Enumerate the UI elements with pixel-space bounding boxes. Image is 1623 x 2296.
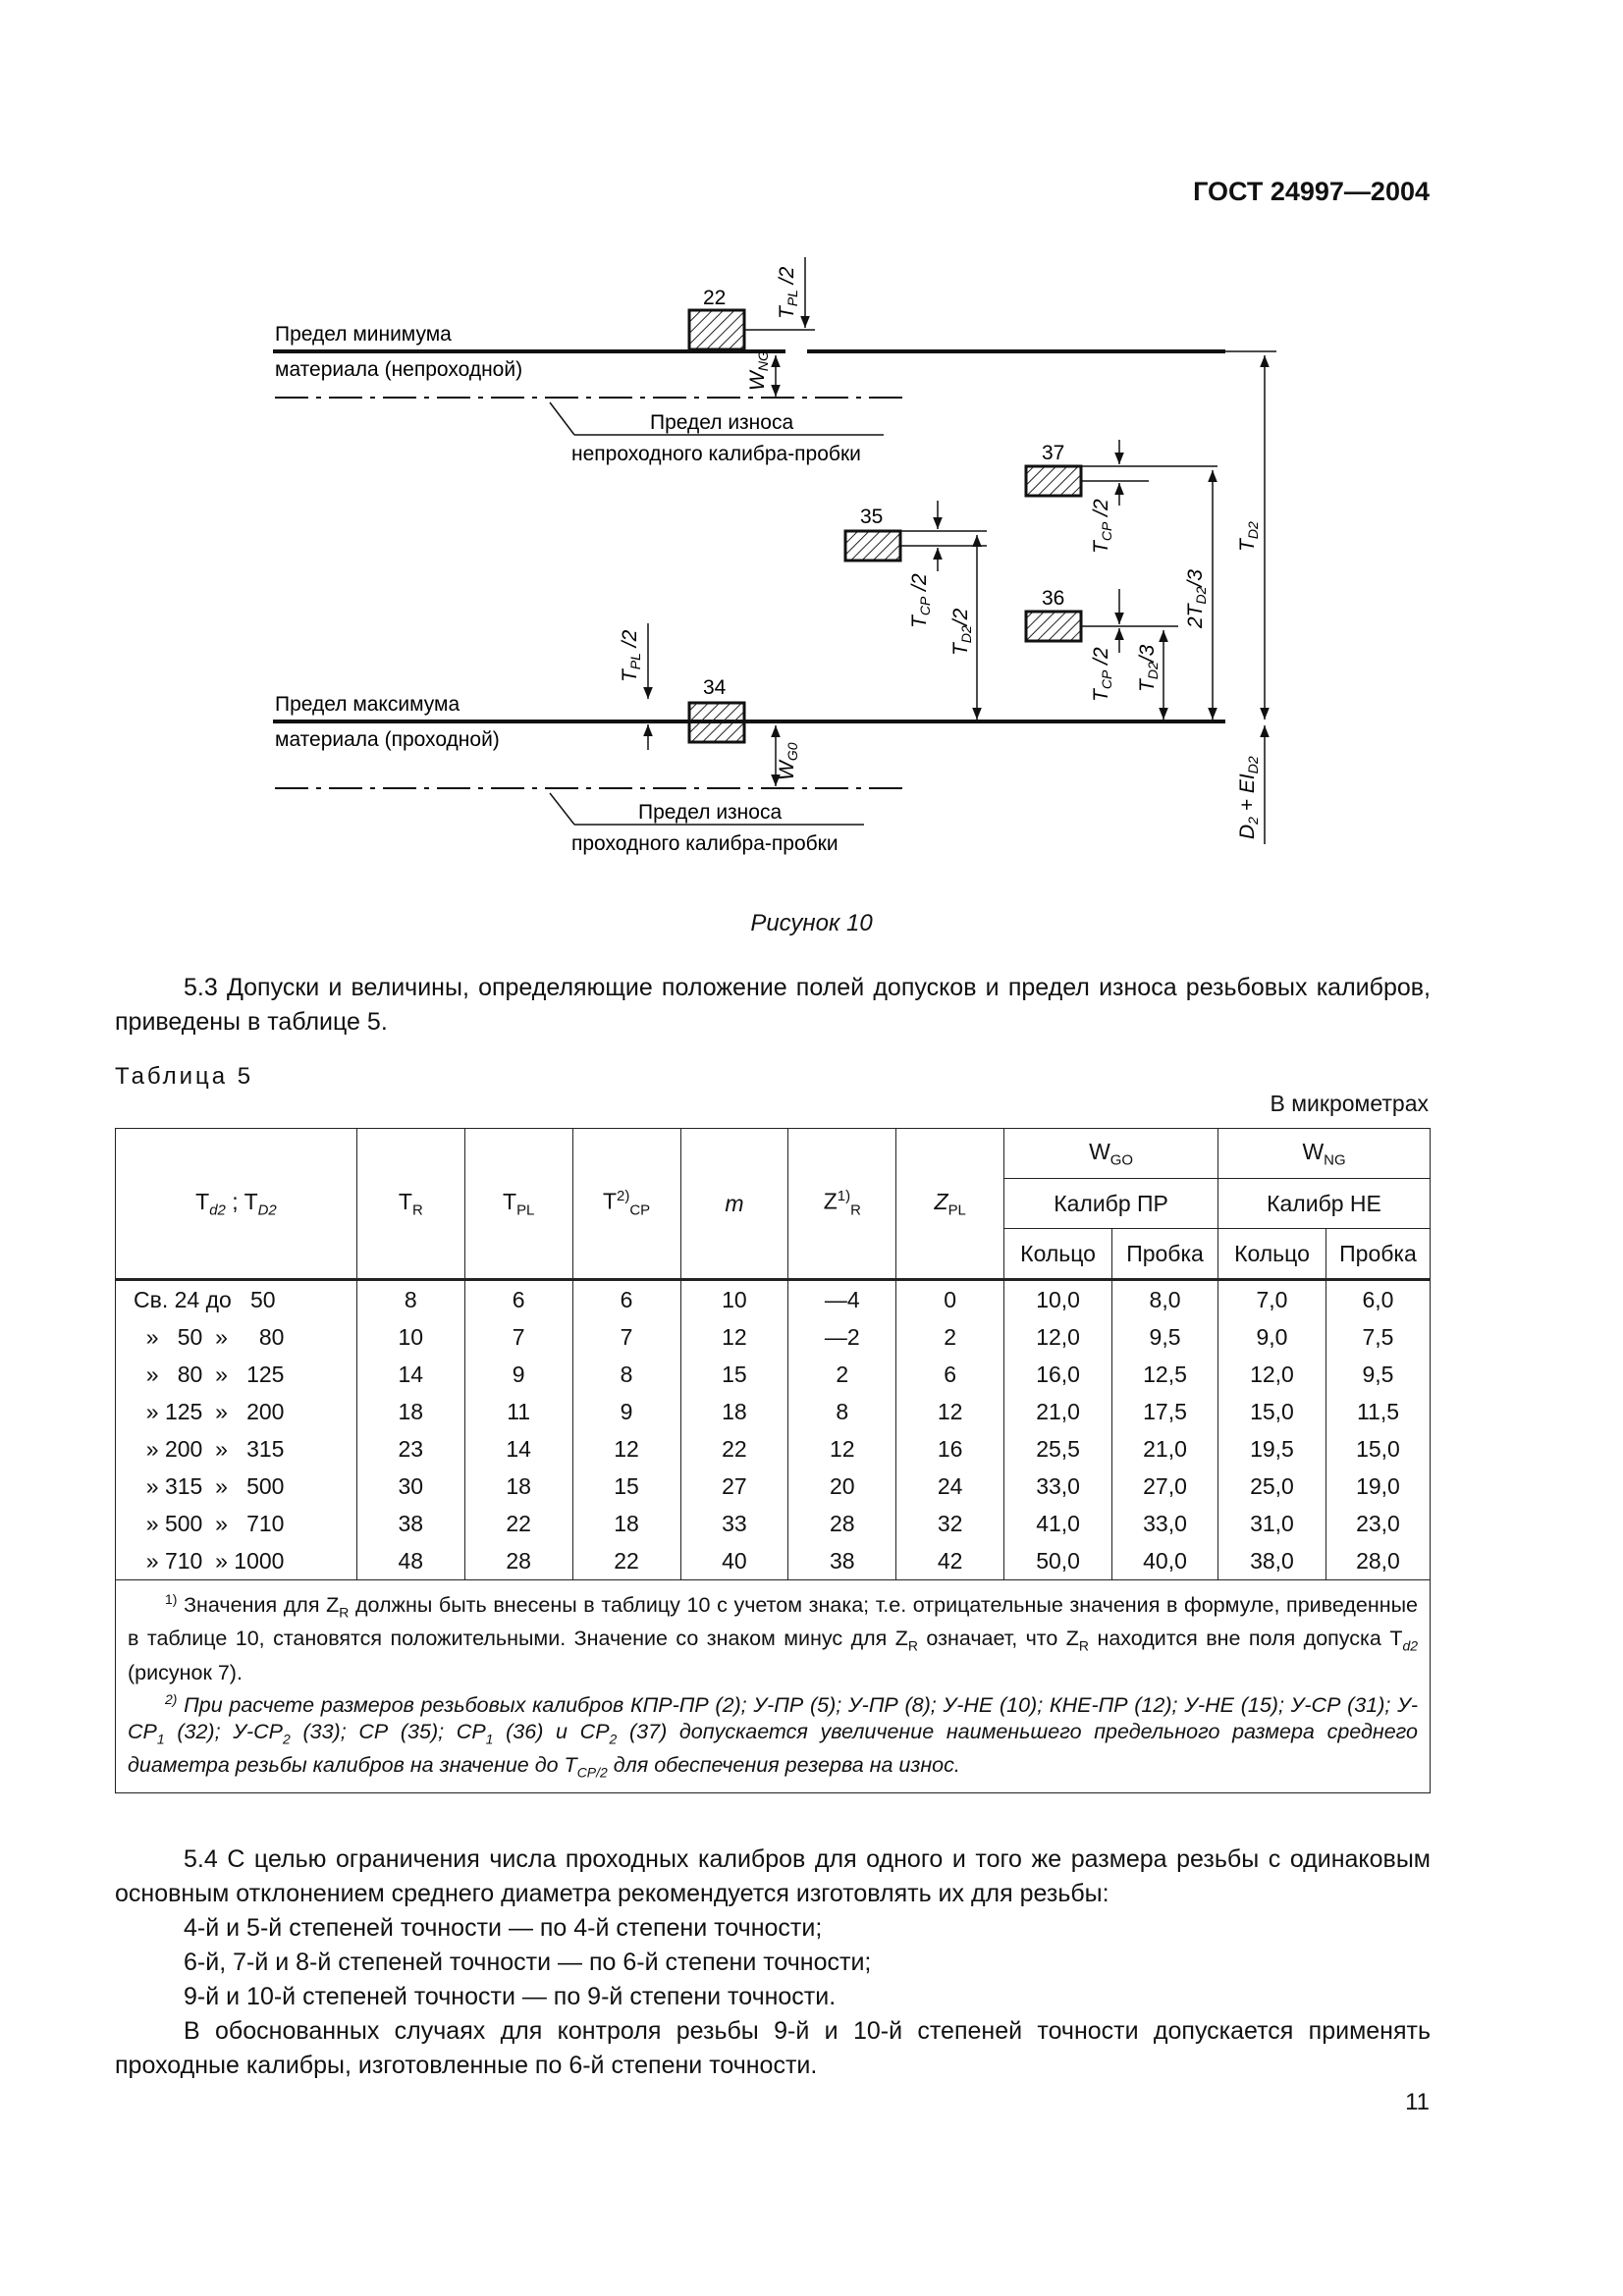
table-cell: 27	[680, 1468, 788, 1505]
label-tpl-top: TPL /2	[776, 266, 800, 319]
label-35: 35	[860, 506, 884, 528]
table-row	[116, 1542, 1431, 1580]
table-footnotes	[116, 1580, 1431, 1793]
table-cell: 16	[896, 1430, 1004, 1468]
table-cell: 16,0	[1004, 1356, 1112, 1393]
table-cell: 15	[572, 1468, 680, 1505]
table-cell: 14	[356, 1356, 464, 1393]
table-cell: 12	[680, 1318, 788, 1356]
label-d2-ei: D2 + EID2	[1236, 756, 1261, 839]
label-37: 37	[1042, 442, 1065, 464]
label-2td2: 2TD2/3	[1184, 569, 1209, 628]
table-cell: 10,0	[1004, 1280, 1112, 1319]
table-cell: 17,5	[1112, 1393, 1218, 1430]
label-tcp-35: TCP /2	[908, 573, 933, 628]
label-td2: TD2	[1236, 521, 1261, 552]
table-cell: 22	[572, 1542, 680, 1580]
table-cell: 18	[572, 1505, 680, 1542]
table-cell: 28	[788, 1505, 896, 1542]
table-cell: 18	[356, 1393, 464, 1430]
header-plug-2: Пробка	[1325, 1229, 1430, 1280]
table-cell: —4	[788, 1280, 896, 1319]
table-cell: 7,0	[1218, 1280, 1326, 1319]
table-cell: 6,0	[1325, 1280, 1430, 1319]
table-cell: 9,0	[1218, 1318, 1326, 1356]
block-37	[1026, 466, 1081, 496]
table-cell: 12	[788, 1430, 896, 1468]
tolerance-diagram	[0, 0, 1623, 903]
table-cell: 19,5	[1218, 1430, 1326, 1468]
table-cell: 10	[680, 1280, 788, 1319]
label-tpl-bottom: TPL /2	[619, 629, 643, 682]
label-wear-go-1: Предел износа	[638, 801, 783, 824]
table-cell: 21,0	[1004, 1393, 1112, 1430]
table-cell: 11,5	[1325, 1393, 1430, 1430]
table-cell: 0	[896, 1280, 1004, 1319]
table-cell: 7	[572, 1318, 680, 1356]
paragraph-5-3: 5.3 Допуски и величины, определяющие положение полей допусков и предел износа резьбовых калибров, приведены в таблице 5.	[115, 974, 1431, 1036]
table-cell: » 315 » 500	[116, 1468, 357, 1505]
label-wng: WNG	[746, 350, 771, 391]
label-34: 34	[703, 676, 727, 699]
header-td2: $T_{d2}$ ; $T_{D2}$	[116, 1129, 357, 1280]
table-cell: 9,5	[1325, 1356, 1430, 1393]
table-cell: 14	[464, 1430, 572, 1468]
label-max-limit-2: материала (проходной)	[275, 728, 500, 751]
table-row	[116, 1356, 1431, 1393]
table-cell: 22	[680, 1430, 788, 1468]
label-tcp-36: TCP /2	[1090, 647, 1114, 702]
header-tpl: $T_{PL}$	[464, 1129, 572, 1280]
para-5-4-item-2: 6-й, 7-й и 8-й степеней точности — по 6-й степени точности;	[184, 1949, 872, 1976]
table-cell: 6	[464, 1280, 572, 1319]
table-cell: 38	[356, 1505, 464, 1542]
label-wear-ng-2: непроходного калибра-пробки	[571, 443, 861, 465]
para-5-4-item-1: 4-й и 5-й степеней точности — по 4-й степени точности;	[184, 1914, 823, 1942]
header-tcp: $T^{2)}_{CP}$	[572, 1129, 680, 1280]
table-cell: 12	[896, 1393, 1004, 1430]
table-cell: 25,0	[1218, 1468, 1326, 1505]
table-cell: 12	[572, 1430, 680, 1468]
table-cell: 6	[896, 1356, 1004, 1393]
table-cell: 40,0	[1112, 1542, 1218, 1580]
table-cell: 31,0	[1218, 1505, 1326, 1542]
table-cell: 38,0	[1218, 1542, 1326, 1580]
para-5-4-closing: В обоснованных случаях для контроля резьбы 9-й и 10-й степеней точности допускается применять проходные калибры, изготовленные по 6-й степени точности.	[115, 2017, 1431, 2079]
table-cell: 38	[788, 1542, 896, 1580]
header-gauge-pr: Калибр ПР	[1004, 1179, 1218, 1229]
table-cell: 7,5	[1325, 1318, 1430, 1356]
table-row	[116, 1280, 1431, 1319]
table-cell: 9	[464, 1356, 572, 1393]
table-cell: 18	[464, 1468, 572, 1505]
table-cell: 12,5	[1112, 1356, 1218, 1393]
table-cell: 33,0	[1112, 1505, 1218, 1542]
label-min-limit-1: Предел минимума	[275, 323, 452, 346]
table-cell: » 50 » 80	[116, 1318, 357, 1356]
table-cell: 23,0	[1325, 1505, 1430, 1542]
table-cell: 33	[680, 1505, 788, 1542]
block-36	[1026, 612, 1081, 641]
table-cell: 8	[788, 1393, 896, 1430]
table-cell: 32	[896, 1505, 1004, 1542]
table-cell: 48	[356, 1542, 464, 1580]
table-cell: 19,0	[1325, 1468, 1430, 1505]
paragraph-5-4	[115, 1842, 1431, 2083]
header-wgo: $W_{GO}$	[1004, 1129, 1218, 1179]
label-td2-36: TD2/3	[1136, 644, 1161, 692]
label-36: 36	[1042, 587, 1065, 610]
table-cell: 15	[680, 1356, 788, 1393]
header-gauge-ne: Калибр НЕ	[1218, 1179, 1431, 1229]
block-35	[845, 531, 900, 561]
label-min-limit-2: материала (непроходной)	[275, 358, 523, 381]
table-cell: 50,0	[1004, 1542, 1112, 1580]
table-cell: » 200 » 315	[116, 1430, 357, 1468]
table-row	[116, 1318, 1431, 1356]
table-cell: 8,0	[1112, 1280, 1218, 1319]
table-cell: » 125 » 200	[116, 1393, 357, 1430]
header-zpl: $Z_{PL}$	[896, 1129, 1004, 1280]
label-td2-35: TD2/2	[949, 608, 974, 656]
table-cell: 8	[572, 1356, 680, 1393]
table-5	[115, 1128, 1431, 1793]
para-5-4-intro: 5.4 С целью ограничения числа проходных калибров для одного и того же размера резьбы с одинаковым основным отклонением среднего диаметра рекомендуется изготовлять их для резьбы:	[115, 1845, 1431, 1907]
table-cell: » 500 » 710	[116, 1505, 357, 1542]
table-cell: Св. 24 до 50	[116, 1280, 357, 1319]
table-cell: 24	[896, 1468, 1004, 1505]
table-cell: 22	[464, 1505, 572, 1542]
table-label: Таблица 5	[115, 1063, 254, 1090]
label-tcp-37: TCP /2	[1090, 499, 1114, 554]
footnote-2: $^{2)}$ При расчете размеров резьбовых калибров КПР-ПР (2); У-ПР (5); У-ПР (8); У-НЕ (10); КНЕ-ПР (12); У-НЕ (15); У-СР (31); $У-СР_1$ (32); $У-СР_2$ (33); СР (35); $СР_1$ (36) и $СР_2$ (37) допускается увеличение наименьшего предельного размера среднего диаметра резьбы калибров на значение до $T_{CP/2}$ для обеспечения резерва на износ.	[128, 1690, 1418, 1781]
table-cell: 41,0	[1004, 1505, 1112, 1542]
header-m: m	[680, 1129, 788, 1280]
table-cell: 30	[356, 1468, 464, 1505]
table-cell: » 80 » 125	[116, 1356, 357, 1393]
table-cell: —2	[788, 1318, 896, 1356]
table-row	[116, 1430, 1431, 1468]
page-number: 11	[1405, 2089, 1430, 2115]
table-cell: 33,0	[1004, 1468, 1112, 1505]
document-code: ГОСТ 24997—2004	[1193, 177, 1430, 206]
table-cell: 21,0	[1112, 1430, 1218, 1468]
table-cell: 42	[896, 1542, 1004, 1580]
table-row	[116, 1393, 1431, 1430]
table-row	[116, 1505, 1431, 1542]
table-cell: 6	[572, 1280, 680, 1319]
table-cell: 28	[464, 1542, 572, 1580]
header-zr: $Z^{1)}_R$	[788, 1129, 896, 1280]
header-plug-1: Пробка	[1112, 1229, 1218, 1280]
table-cell: 10	[356, 1318, 464, 1356]
table-cell: 12,0	[1004, 1318, 1112, 1356]
table-cell: 20	[788, 1468, 896, 1505]
label-wgo: WG0	[776, 742, 800, 780]
table-cell: 23	[356, 1430, 464, 1468]
para-5-4-item-3: 9-й и 10-й степеней точности — по 9-й степени точности.	[184, 1983, 837, 2010]
table-cell: 11	[464, 1393, 572, 1430]
label-wear-ng-1: Предел износа	[650, 411, 794, 434]
footnote-1: $^{1)}$ Значения для $Z_R$ должны быть внесены в таблицу 10 с учетом знака; т.е. отрицательные значения в формуле, приведенные в таблице 10, становятся положительными. Значение со знаком минус для $Z_R$ означает, что $Z_R$ находится вне поля допуска $T_{d2}$ (рисунок 7).	[128, 1591, 1418, 1684]
label-max-limit-1: Предел максимума	[275, 693, 460, 716]
table-row	[116, 1468, 1431, 1505]
header-tr: $T_R$	[356, 1129, 464, 1280]
label-22: 22	[703, 287, 727, 309]
label-wear-go-2: проходного калибра-пробки	[571, 832, 839, 855]
table-cell: 8	[356, 1280, 464, 1319]
table-cell: 9,5	[1112, 1318, 1218, 1356]
table-cell: 18	[680, 1393, 788, 1430]
table-cell: 15,0	[1218, 1393, 1326, 1430]
table-cell: 40	[680, 1542, 788, 1580]
header-ring-1: Кольцо	[1004, 1229, 1112, 1280]
table-cell: » 710 » 1000	[116, 1542, 357, 1580]
table-cell: 2	[896, 1318, 1004, 1356]
block-22	[689, 310, 744, 349]
header-wng: $W_{NG}$	[1218, 1129, 1431, 1179]
table-cell: 25,5	[1004, 1430, 1112, 1468]
header-ring-2: Кольцо	[1218, 1229, 1326, 1280]
table-units: В микрометрах	[1270, 1091, 1429, 1116]
table-cell: 7	[464, 1318, 572, 1356]
table-cell: 12,0	[1218, 1356, 1326, 1393]
table-cell: 27,0	[1112, 1468, 1218, 1505]
figure-caption: Рисунок 10	[750, 910, 873, 936]
table-cell: 9	[572, 1393, 680, 1430]
table-cell: 15,0	[1325, 1430, 1430, 1468]
table-cell: 2	[788, 1356, 896, 1393]
table-cell: 28,0	[1325, 1542, 1430, 1580]
